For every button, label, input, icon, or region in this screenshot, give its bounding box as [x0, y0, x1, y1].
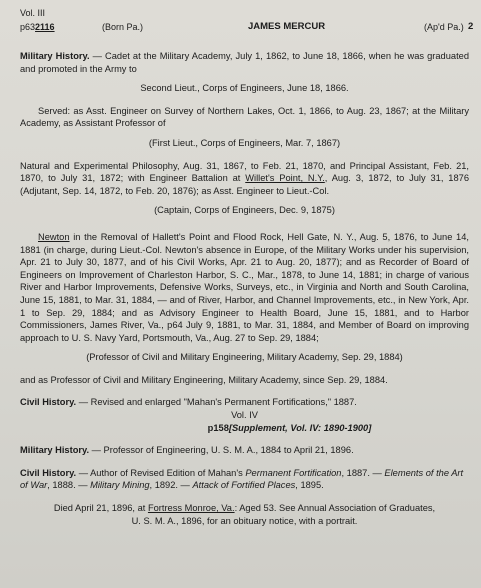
death-notice-line2: U. S. M. A., 1896, for an obituary notice, with a portrait. [131, 515, 358, 526]
military-history-heading: Military History. [20, 51, 90, 61]
served-paragraph: Served: as Asst. Engineer on Survey of Northern Lakes, Oct. 1, 1866, to Aug. 23, 1867; at the Military Academy, as Assistant Professor of [20, 105, 469, 129]
rank-captain: (Captain, Corps of Engineers, Dec. 9, 1875) [154, 205, 335, 216]
newton-link: Newton [38, 231, 70, 242]
military-history-2-paragraph: Military History. — Professor of Engineering, U. S. M. A., 1884 to April 21, 1896. [20, 445, 354, 456]
cullum-number: 2116 [35, 22, 55, 32]
newton-paragraph: Newton in the Removal of Hallett's Point and Flood Rock, Hell Gate, N. Y., Aug. 5, 1876, to June 14, 1881 (in charge, during Lieut.-Col. Newton's absence in Europe, of the Military Works under his supervision, Apr. 21 to July 30, 1877, and of his Civil Works, Apr. 21 to Aug. 20, 1877); and as Recorder of Board of Engineers on Improvement of Charleston Harbor, S. C., Mar., 1878, to June 14, 1881; in charge of various River and Harbor Improvements, Defensive Works, Surveys, etc., in Virginia and North and South Carolina, June 15, 1881, to Mar. 31, 1884, — and of River, Harbor, and Channel Improvements, etc., in New York, Apr. 1 to Sep. 29, 1884; and as Advisory Engineer to Health Board, June 15, 1881, and to Harbor Commissioners, James River, Va., p64 July 9, 1881, to Mar. 31, 1884, and Member of Board on improving approach to U. S. Navy Yard, Portsmouth, Va., Aug. 27 to Sep. 29, 1884; [20, 231, 469, 343]
supplement-heading: p158[Supplement, Vol. IV: 1890-1900] [207, 422, 372, 433]
natural-philosophy-paragraph: Natural and Experimental Philosophy, Aug. 31, 1867, to Feb. 21, 1870, and Principal Assistant, Feb. 21, 1870, to July 31, 1872; with Engineer Battalion at Willet's Point, N.Y., Aug. 3, 1872, to July 31, 1876 (Adjutant, Sep. 14, 1872, to Feb. 20, 1876); as Asst. Engineer to Lieut.-Col. [20, 160, 469, 196]
professor-paragraph: and as Professor of Civil and Military Engineering, Military Academy, since Sep. 29, 1884. [20, 374, 388, 385]
rank-second-lieut: Second Lieut., Corps of Engineers, June 18, 1866. [140, 83, 349, 94]
appointed-state: (Ap'd Pa.) [424, 22, 464, 32]
civil-history-2-heading: Civil History. [20, 467, 77, 478]
death-notice-line1: Died April 21, 1896, at Fortress Monroe, Va.: Aged 53. See Annual Association of Graduates, [53, 503, 436, 514]
civil-history-paragraph: Civil History. — Revised and enlarged "Mahan's Permanent Fortifications," 1887. [20, 397, 357, 408]
volume-label: Vol. III [20, 8, 46, 18]
person-name: JAMES MERCUR [248, 21, 326, 32]
born-state: (Born Pa.) [102, 22, 144, 32]
page-header [20, 4, 474, 40]
page-id: p632116 [20, 22, 55, 32]
fortress-monroe-link: Fortress Monroe, Va. [147, 503, 235, 514]
page-number: 2 [468, 21, 474, 32]
rank-first-lieut: (First Lieut., Corps of Engineers, Mar. 7, 1867) [148, 137, 341, 148]
rank-professor: (Professor of Civil and Military Engineering, Military Academy, Sep. 29, 1884) [86, 352, 403, 363]
military-history-intro: Military History. — Cadet at the Military Academy, July 1, 1862, to June 18, 1866, when he was graduated and promoted in the Army to [20, 51, 469, 74]
volume-iv-label: Vol. IV [231, 410, 258, 421]
military-history-2-heading: Military History. [20, 445, 90, 456]
willets-point-link: Willet's Point, N.Y. [245, 173, 325, 184]
civil-history-heading: Civil History. [20, 397, 77, 408]
civil-history-2-paragraph: Civil History. — Author of Revised Edition of Mahan's Permanent Fortification, 1887. — Elements of the Art of War, 1888. — Military Mining, 1892. — Attack of Fortified Places, 1895. [20, 467, 464, 491]
